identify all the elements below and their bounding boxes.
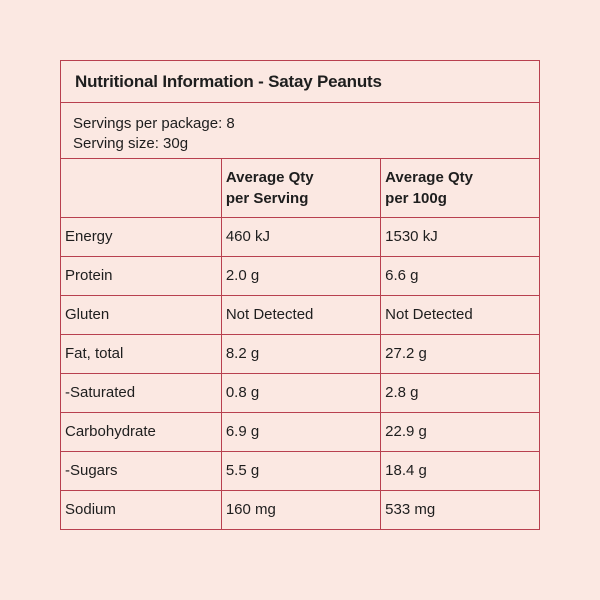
title-row [61, 61, 539, 103]
per-100g-value: 22.9 g [381, 412, 539, 451]
table-header-row [61, 159, 539, 217]
per-serving-value: 6.9 g [221, 412, 380, 451]
servings-per-package: Servings per package: 8 [73, 115, 235, 132]
nutrient-name: Energy [61, 217, 221, 256]
per-serving-value: 2.0 g [221, 256, 380, 295]
table-row-sugars [61, 451, 539, 490]
nutrition-panel [60, 60, 540, 530]
table-row-carbohydrate [61, 412, 539, 451]
table-row-protein [61, 256, 539, 295]
per-100g-value: 533 mg [385, 501, 436, 519]
servings-info [61, 103, 539, 159]
table-row-fat-total [61, 334, 539, 373]
per-100g-value: 1530 kJ [381, 217, 539, 256]
per-serving-value: 460 kJ [221, 217, 380, 256]
header-per-100g-line2: per 100g [385, 189, 447, 207]
per-100g-value: 6.6 g [381, 256, 539, 295]
per-100g-value: Not Detected [381, 295, 539, 334]
per-100g-value: 2.8 g [381, 373, 539, 412]
panel-title: Nutritional Information - Satay Peanuts [75, 71, 382, 91]
table-row-energy [61, 217, 539, 256]
table-row-saturated [61, 373, 539, 412]
header-per-serving [221, 159, 380, 217]
header-per-serving-line1: Average Qty [225, 168, 314, 186]
per-serving-value: 8.2 g [221, 334, 380, 373]
per-serving-value: Not Detected [221, 295, 380, 334]
header-per-serving-line2: per Serving [225, 189, 309, 207]
table-row-gluten [61, 295, 539, 334]
nutrient-name: Protein [61, 256, 221, 295]
header-nutrient [61, 159, 221, 217]
nutrient-name: Sodium [61, 490, 221, 529]
nutrient-name: Carbohydrate [61, 412, 221, 451]
nutrient-name: Gluten [61, 295, 221, 334]
header-per-100g [381, 159, 539, 217]
header-per-100g-line1: Average Qty [385, 168, 473, 186]
nutrient-name: -Sugars [61, 451, 221, 490]
nutrient-name: Fat, total [61, 334, 221, 373]
per-serving-value: 0.8 g [221, 373, 380, 412]
per-serving-value: 5.5 g [221, 451, 380, 490]
serving-size: Serving size: 30g [73, 135, 189, 152]
per-serving-value: 160 mg [221, 490, 380, 529]
table-row-sodium [61, 490, 539, 529]
nutrient-name: -Saturated [61, 373, 221, 412]
per-100g-value: 27.2 g [381, 334, 539, 373]
per-100g-value: 18.4 g [381, 451, 539, 490]
nutrition-table [61, 159, 539, 529]
